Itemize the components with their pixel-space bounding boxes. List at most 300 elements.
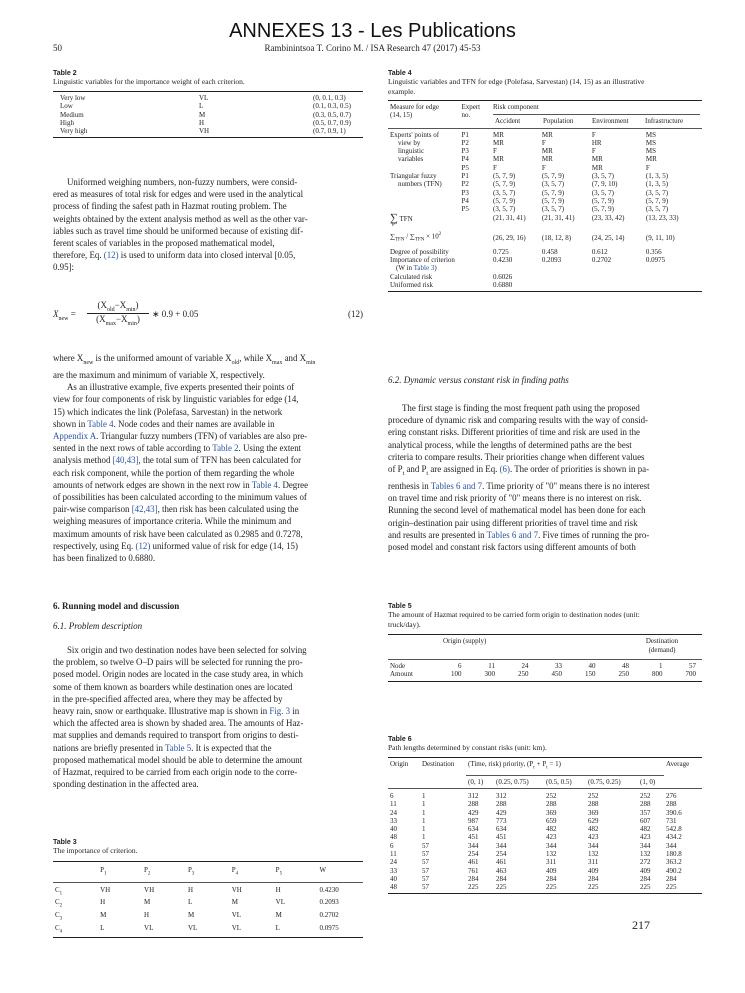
text-line: sponding destination in the affected area. <box>53 779 199 790</box>
t4-cell: P2 <box>461 138 469 147</box>
t4-col-head: Accident <box>494 117 521 126</box>
t5-head-text: (demand) <box>648 646 676 654</box>
section-title: 6. Running model and discussion <box>53 601 180 611</box>
t4-cell: F <box>492 163 497 172</box>
t4-cell: F <box>645 163 650 172</box>
t2-row <box>53 102 363 110</box>
t3-head-text: P <box>100 866 104 874</box>
text-line: posed model. Origin nodes are located in the case study area, in which <box>53 669 303 680</box>
t4-row <box>388 189 702 197</box>
text-line: which the affected area is shown by shaded area. The amounts of Haz- <box>53 718 304 729</box>
t4-cell: MR <box>492 155 504 164</box>
t6-cell: 482 <box>546 825 557 834</box>
t4-calc-value: 0.6026 <box>492 272 513 281</box>
text-line <box>53 352 363 369</box>
t3-row <box>53 924 363 937</box>
t6-cell: 33 <box>390 816 397 825</box>
t4-head-text: Expert <box>461 103 481 111</box>
t6-cell: 225 <box>496 883 507 892</box>
equation-link[interactable]: (12) <box>103 250 119 261</box>
t4-ratio-sub: TFN <box>395 237 405 243</box>
text-run: and P <box>404 464 427 475</box>
t6-cell: 11 <box>390 800 397 809</box>
t6-cell: 57 <box>422 883 429 892</box>
t4-ratio-text: × 10 <box>426 232 439 241</box>
t3-head <box>230 862 274 882</box>
text-run: shown in <box>53 418 88 429</box>
t4-row <box>388 147 702 155</box>
t6-cell: 180.8 <box>666 850 682 859</box>
t6-cell: 461 <box>496 858 507 867</box>
t6-cell: 284 <box>640 874 651 883</box>
text-line: criteria to compare results. Their priorities change when different values <box>388 451 645 462</box>
t6-cell: 284 <box>666 874 677 883</box>
t3-crit-text: C <box>55 923 60 932</box>
t4-cell: (3, 5, 7) <box>591 172 615 181</box>
equation-link[interactable]: (6) <box>499 464 510 475</box>
text-line: ered as measures of total risk for edges and were used in the analytical <box>53 189 304 200</box>
t3-row <box>53 886 363 899</box>
text-sub: max <box>272 359 283 366</box>
t4-cell: (1, 3, 5) <box>645 180 669 189</box>
t3-head-sub: 4 <box>235 871 239 877</box>
t6-cell: 11 <box>390 850 397 859</box>
table-2-label: Table 2 <box>53 70 77 77</box>
t6-cell: 252 <box>588 791 599 800</box>
t6-cell: 311 <box>546 858 557 867</box>
text-run: and results are presented in <box>388 529 487 540</box>
text-line: analytical process, while the lengths of determined paths are the best <box>388 439 632 450</box>
t4-row-label <box>388 197 459 205</box>
t6-cell: 252 <box>546 791 557 800</box>
t6-cell: 33 <box>390 866 397 875</box>
t3-crit-sub: 3 <box>59 916 63 922</box>
t3-cell: 0.0975 <box>319 923 339 932</box>
table-3-caption: The importance of criterion. <box>53 846 138 855</box>
table-2 <box>53 70 363 138</box>
t6-cell: 429 <box>468 808 479 817</box>
t3-cell: VL <box>187 923 198 932</box>
t6-cell: 461 <box>468 858 479 867</box>
t2-row <box>53 94 363 102</box>
table-link[interactable]: Table 4 <box>251 479 278 490</box>
t4-row-label-text: variables <box>398 155 424 164</box>
t6-head-text: = 1) <box>547 760 561 768</box>
t6-row <box>388 809 702 817</box>
eq-part: (X <box>97 300 107 310</box>
t4-unif-value: 0.6880 <box>492 281 513 290</box>
table-link[interactable]: Table 2 <box>212 443 239 454</box>
t4-cell: (1, 3, 5) <box>645 172 669 181</box>
table-5-body <box>388 662 702 679</box>
eq-sub: max <box>105 320 116 327</box>
t6-cell: 225 <box>640 883 651 892</box>
t6-cell: 423 <box>588 833 599 842</box>
eq-part: (X <box>96 313 106 324</box>
t4-row <box>388 131 702 139</box>
t6-cell: 773 <box>496 816 507 825</box>
t4-cell: (5, 7, 9) <box>541 172 565 181</box>
t6-cell: 48 <box>390 833 397 842</box>
t6-cell: 434.2 <box>666 833 682 842</box>
t6-row <box>388 825 702 833</box>
t3-crit-text: C <box>55 898 60 907</box>
t6-row <box>388 792 702 800</box>
table-link[interactable]: Table 5 <box>164 742 192 753</box>
table-6-label: Table 6 <box>388 736 412 743</box>
t6-cell: 6 <box>390 841 394 850</box>
t5-node: 1 <box>658 662 663 670</box>
table-4 <box>388 70 702 292</box>
t4-ratio-exp: 2 <box>438 231 442 237</box>
table-link[interactable]: Table 3 <box>413 264 435 273</box>
t6-cell: 429 <box>496 808 507 817</box>
t3-cell: M <box>231 898 238 907</box>
t2-term: High <box>60 118 74 127</box>
t6-cell: 344 <box>666 841 677 850</box>
t4-row-label-text: numbers (TFN) <box>398 180 442 189</box>
t6-cell: 284 <box>588 874 599 883</box>
text-sub: t <box>402 470 405 477</box>
text-run: is used to uniform data into closed interval [0.05, <box>118 250 296 261</box>
t5-node-label: Node <box>390 662 406 670</box>
text-line: weights obtained by the extent analysis method as well as the other var- <box>53 213 308 224</box>
t4-head-text: (14, 15) <box>390 111 413 120</box>
t4-poss-cell: 0.725 <box>492 247 509 256</box>
t6-head-dest: Destination <box>422 760 455 768</box>
t3-crit-sub: 4 <box>59 929 63 935</box>
t4-imp-cell: 0.0975 <box>645 256 666 265</box>
t2-abbrev: VL <box>199 94 209 102</box>
t6-row <box>388 867 702 875</box>
t4-ratio-sub: TFN <box>414 237 425 243</box>
t6-row <box>388 858 702 866</box>
t4-imp-cell: 0.4230 <box>492 256 513 265</box>
t4-cell: (3, 5, 7) <box>492 205 516 214</box>
t6-cell: 357 <box>640 808 651 817</box>
t3-head-text: P <box>187 866 192 874</box>
t6-cell: 369 <box>546 808 557 817</box>
t4-cell: F <box>591 147 596 156</box>
t6-cell: 482 <box>640 825 651 834</box>
t6-cell: 1 <box>422 816 426 825</box>
text-line <box>53 249 363 261</box>
t4-cell: (5, 7, 9) <box>492 180 516 189</box>
text-run: respectively, using Eq. <box>53 540 136 551</box>
t6-cell: 542.8 <box>666 825 682 834</box>
t4-unif-label: Uniformed risk <box>390 281 433 290</box>
t6-cell: 284 <box>546 874 557 883</box>
text-line <box>53 742 363 754</box>
text-run: . Node codes and their names are available in <box>113 418 275 429</box>
t6-row <box>388 842 702 850</box>
t6-row <box>388 800 702 808</box>
t6-cell: 1 <box>422 808 426 817</box>
t4-cell: P3 <box>461 147 469 156</box>
t4-imp-text: (W in <box>396 264 414 273</box>
t3-cell: VH <box>100 885 111 894</box>
paragraph-problem <box>53 644 363 790</box>
t6-subhead: (0, 1) <box>468 777 484 786</box>
text-line: mat supplies and demands required to transport from origins to desti- <box>53 730 299 741</box>
t3-head-sub: 2 <box>147 871 151 877</box>
t4-row <box>388 197 702 205</box>
t4-cell: F <box>492 147 497 156</box>
text-line: in the pre-specified affected area, where they may be affected by <box>53 693 283 704</box>
t3-cell: 0.2093 <box>319 898 339 907</box>
t6-cell: 252 <box>640 791 651 800</box>
t6-cell: 288 <box>546 800 557 809</box>
t3-cell: VH <box>144 885 155 894</box>
t3-cell: VH <box>231 885 242 894</box>
text-run: , the total sum of TFN has been calculated for <box>138 455 302 466</box>
t5-amount-label: Amount <box>390 670 413 679</box>
t6-cell: 288 <box>588 800 599 809</box>
t2-row <box>53 119 363 127</box>
t6-head-sub: r <box>533 765 535 771</box>
t3-head <box>53 862 98 882</box>
t4-row-label <box>388 131 459 139</box>
t4-cell: HR <box>591 138 602 147</box>
t6-cell: 284 <box>496 874 507 883</box>
t6-cell: 1 <box>422 791 426 800</box>
t4-row <box>388 180 702 188</box>
text-run: are assigned in Eq. <box>428 464 500 475</box>
t3-head-text: W <box>319 866 327 874</box>
table-link[interactable]: Tables 6 and 7 <box>486 529 539 540</box>
text-line <box>388 480 702 492</box>
table-4-caption-line: example. <box>388 87 416 96</box>
text-line <box>53 430 363 442</box>
t4-poss-label: Degree of possibility <box>390 247 449 256</box>
equation-link[interactable]: (12) <box>135 540 151 551</box>
t3-cell: L <box>187 898 193 907</box>
t4-head-measure <box>388 103 459 126</box>
text-line <box>388 529 702 541</box>
t6-cell: 761 <box>468 866 479 875</box>
t4-imp-cell: 0.2093 <box>541 256 562 265</box>
t3-criterion <box>53 898 98 911</box>
citation-link[interactable]: [42,43] <box>131 504 158 515</box>
t2-term: Medium <box>60 110 84 119</box>
t6-cell: 288 <box>640 800 651 809</box>
text-line: view for four components of risk by linguistic variables for edge (14, <box>53 394 299 405</box>
t4-cell: P5 <box>461 163 469 172</box>
table-5-caption-line: truck/day). <box>388 620 421 629</box>
text-sub: min <box>306 359 316 366</box>
t2-row <box>53 127 363 135</box>
t4-row-label <box>388 164 459 172</box>
t6-cell: 344 <box>468 841 479 850</box>
text-run: in <box>290 706 300 717</box>
t6-cell: 731 <box>666 816 677 825</box>
t4-cell: F <box>541 138 546 147</box>
t3-cell: H <box>187 885 193 894</box>
t6-cell: 1 <box>422 825 426 834</box>
t4-row-label <box>388 155 459 163</box>
t2-term: Very low <box>60 94 86 102</box>
text-run: amounts of network edges are shown in the next row in <box>53 479 252 490</box>
table-5 <box>388 603 702 682</box>
text-line: Six origin and two destination nodes have been selected for solving <box>67 645 307 655</box>
t4-cell: MR <box>591 155 603 164</box>
t6-cell: 312 <box>468 791 479 800</box>
paragraph-dynamic <box>388 402 702 553</box>
t2-abbrev: L <box>199 102 204 111</box>
text-sub: new <box>83 359 94 366</box>
t4-cell: MS <box>645 138 656 147</box>
table-6-caption: Path lengths determined by constant risks (unit: km). <box>388 743 547 752</box>
t4-cell: (3, 5, 7) <box>591 188 615 197</box>
t4-imp-cell: 0.2702 <box>591 256 612 265</box>
t6-cell: 225 <box>588 883 599 892</box>
t6-head-text: (Time, risk) priority, (P <box>468 760 534 768</box>
section-6 <box>53 601 363 790</box>
table-4-caption-line: Linguistic variables and TFN for edge (Polefasa, Sarvestan) (14, 15) as an illustrative <box>388 77 645 86</box>
t3-cell: M <box>100 911 107 920</box>
t4-cell: F <box>591 130 596 139</box>
t4-cell: MR <box>492 130 504 139</box>
text-run: . Degree <box>278 479 309 490</box>
text-line: origin–destination pair using different priorities of travel time and risk <box>388 517 638 528</box>
t3-cell: H <box>275 885 281 894</box>
t3-head-sub: 1 <box>104 871 107 877</box>
t6-cell: 57 <box>422 841 429 850</box>
table-link[interactable]: Table 4 <box>87 418 114 429</box>
t5-head-text: Destination <box>645 637 679 645</box>
t3-criterion <box>53 911 98 924</box>
t6-cell: 312 <box>496 791 507 800</box>
t4-row <box>388 139 702 147</box>
t3-cell: VL <box>231 923 242 932</box>
t3-head-row <box>53 862 363 882</box>
t6-cell: 490.2 <box>666 866 682 875</box>
t6-cell: 423 <box>546 833 557 842</box>
t4-cell: (5, 7, 9) <box>541 188 565 197</box>
eq-part: ) <box>135 300 139 310</box>
text-line: of Hazmat, required to be carried from each origin node to the corre- <box>53 767 298 778</box>
t6-cell: 40 <box>390 825 397 834</box>
text-line: The first stage is finding the most frequent path using the proposed <box>402 403 640 413</box>
t4-head-text: Risk component <box>492 103 539 111</box>
text-run: analysis method <box>53 455 113 466</box>
table-3-body <box>53 862 363 936</box>
text-run: is the uniformed amount of variable X <box>93 353 232 363</box>
t4-sum-cell: (13, 23, 33) <box>645 213 679 222</box>
t4-poss-cell: 0.612 <box>591 247 608 256</box>
t6-cell: 288 <box>468 800 479 809</box>
subsection-title: 6.1. Problem description <box>53 621 143 631</box>
t4-imp-text: ) <box>434 264 437 273</box>
text-line: proposed mathematical model should be able to determine the amount <box>53 754 303 765</box>
t4-row <box>388 164 702 172</box>
t2-row <box>53 111 363 119</box>
t3-crit-text: C <box>55 885 60 894</box>
t6-cell: 344 <box>496 841 507 850</box>
table-link[interactable]: Tables 6 and 7 <box>430 481 483 491</box>
text-run: therefore, Eq. <box>53 250 104 261</box>
t3-criterion <box>53 924 98 937</box>
t6-cell: 132 <box>640 850 651 859</box>
t5-amount: 250 <box>618 670 629 679</box>
t4-row-label-text: Experts' points of <box>390 130 440 139</box>
t3-head-sub: 5 <box>279 871 283 877</box>
t4-col-head: Environment <box>591 117 629 126</box>
t3-cell: H <box>100 898 106 907</box>
table-2-body <box>53 94 363 135</box>
t6-head-sub: t <box>546 765 548 771</box>
text-line <box>53 503 363 515</box>
t4-cell: (3, 5, 7) <box>541 205 565 214</box>
section-6-2 <box>388 375 702 553</box>
text-line <box>53 442 363 454</box>
eq-sub: min <box>126 306 136 313</box>
t3-head-text: P <box>231 866 236 874</box>
text-run: . Triangular fuzzy numbers (TFN) of variables are also pre- <box>96 431 308 441</box>
t4-col-head: Infrastructure <box>644 117 684 126</box>
t3-head <box>98 862 142 882</box>
appendix-link[interactable]: Appendix A <box>53 431 97 441</box>
text-run: uniformed value of risk for edge (14, 15) <box>150 540 298 551</box>
t4-row-label <box>388 205 459 213</box>
text-run: . The order of priorities is shown in pa- <box>509 464 650 475</box>
text-line: As an illustrative example, five experts presented their points of <box>67 382 295 393</box>
text-line: weighing measures of importance criteria. While the minimum and <box>53 516 292 527</box>
t4-sum-text: TFN <box>399 214 413 223</box>
t6-cell: 451 <box>468 833 479 842</box>
t4-sum-cell: (23, 33, 42) <box>591 213 625 222</box>
t6-cell: 288 <box>496 800 507 809</box>
t3-row <box>53 911 363 924</box>
t4-cell: F <box>541 163 546 172</box>
figure-link[interactable]: Fig. 3 <box>269 706 291 717</box>
t5-amount: 700 <box>685 670 696 679</box>
t6-cell: 272 <box>640 858 651 867</box>
t6-cell: 57 <box>422 874 429 883</box>
text-run: sented in the next rows of table according to <box>53 443 213 454</box>
t4-sum-sub: P <box>392 222 395 228</box>
text-line <box>53 540 363 552</box>
t4-head-text: no. <box>461 111 471 120</box>
t2-term: Very high <box>60 127 88 136</box>
t4-cell: P4 <box>461 155 469 164</box>
eq-part: −X <box>114 300 127 310</box>
t6-cell: 629 <box>588 816 599 825</box>
citation-link[interactable]: [40,43] <box>112 455 139 466</box>
t6-subhead: (1, 0) <box>640 777 656 786</box>
t2-tfn: (0.1, 0.3, 0.5) <box>313 102 351 111</box>
paragraph-illustrative <box>53 352 363 564</box>
text-line <box>53 418 363 430</box>
t3-head-text: P <box>144 866 148 874</box>
t6-cell: 311 <box>588 858 599 867</box>
t4-row-label <box>388 139 459 147</box>
t6-cell: 659 <box>546 816 557 825</box>
t4-cell: (5, 7, 9) <box>591 205 615 214</box>
t4-cell: P3 <box>461 188 469 197</box>
t5-node: 11 <box>488 662 496 670</box>
t5-amount: 150 <box>584 670 596 679</box>
t3-cell: M <box>187 911 195 920</box>
t6-cell: 276 <box>666 791 677 800</box>
t2-tfn: (0.3, 0.5, 0.7) <box>313 110 351 119</box>
paragraph-uniform <box>53 176 363 274</box>
table-4-body <box>388 103 702 289</box>
text-run: and X <box>282 353 307 363</box>
t6-cell: 225 <box>666 883 677 892</box>
t6-row <box>388 875 702 883</box>
t5-node: 40 <box>588 662 596 670</box>
